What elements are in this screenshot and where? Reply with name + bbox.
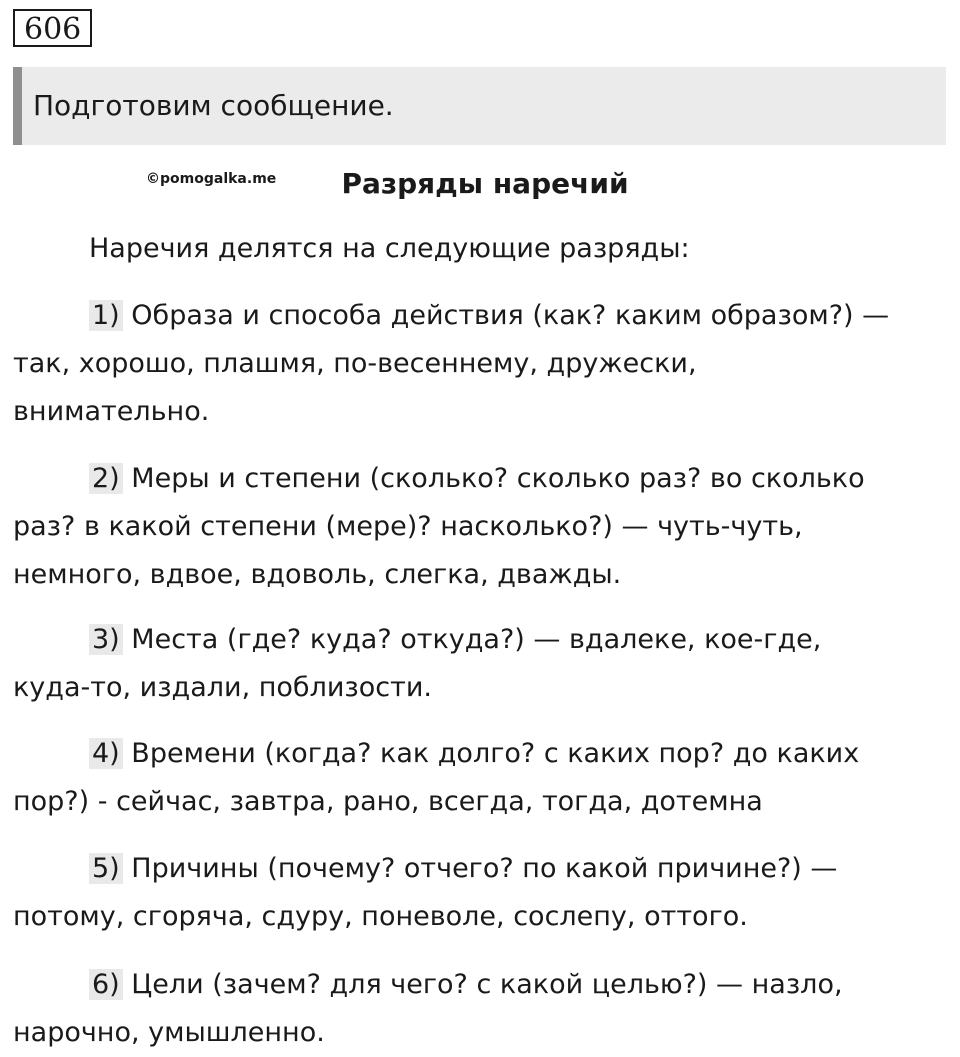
list-item-line: потому, сгоряча, сдуру, поневоле, сослепу, оттого. [13,901,748,932]
list-item-line [13,616,956,664]
list-item-line [13,845,956,893]
list-item-line: нарочно, умышленно. [13,1017,325,1048]
intro-paragraph [13,225,956,273]
item-text: Цели (зачем? для чего? с какой целью?) — назло, [122,969,843,1000]
list-item-line: пор?) - сейчас, завтра, рано, всегда, тогда, дотемна [13,786,763,817]
list-item-line [13,730,956,778]
list-item-3 [13,616,956,712]
item-number: 6) [89,969,123,1000]
item-number: 1) [89,300,123,331]
list-item-line: немного, вдвое, вдоволь, слегка, дважды. [13,559,622,590]
item-text: Времени (когда? как долго? с каких пор? до каких [122,738,860,769]
intro-line: Наречия делятся на следующие разряды: [89,233,690,264]
list-item-line [13,292,956,340]
item-number: 3) [89,624,123,655]
list-item-line: куда-то, издали, поблизости. [13,672,432,703]
item-text: Причины (почему? отчего? по какой причине?) — [122,853,838,884]
item-number: 4) [89,738,123,769]
item-text: Образа и способа действия (как? каким образом?) — [122,300,890,331]
item-text: Меры и степени (сколько? сколько раз? во сколько [122,463,865,494]
list-item-line [13,455,956,503]
item-number: 2) [89,463,123,494]
list-item-6 [13,961,956,1057]
task-text: Подготовим сообщение. [33,89,394,122]
item-number: 5) [89,853,123,884]
list-item-line: внимательно. [13,396,210,427]
exercise-number: 606 [13,9,92,47]
section-heading: Разряды наречий [341,167,629,200]
task-bar [13,67,946,145]
list-item-2 [13,455,956,599]
item-text: Места (где? куда? откуда?) — вдалеке, кое-где, [122,624,822,655]
list-item-4 [13,730,956,826]
watermark: ©pomogalka.me [146,171,277,187]
list-item-line [13,961,956,1009]
list-item-line: так, хорошо, плашмя, по-весеннему, дружески, [13,348,697,379]
list-item-1 [13,292,956,436]
list-item-line: раз? в какой степени (мере)? насколько?) — чуть-чуть, [13,511,803,542]
list-item-5 [13,845,956,941]
